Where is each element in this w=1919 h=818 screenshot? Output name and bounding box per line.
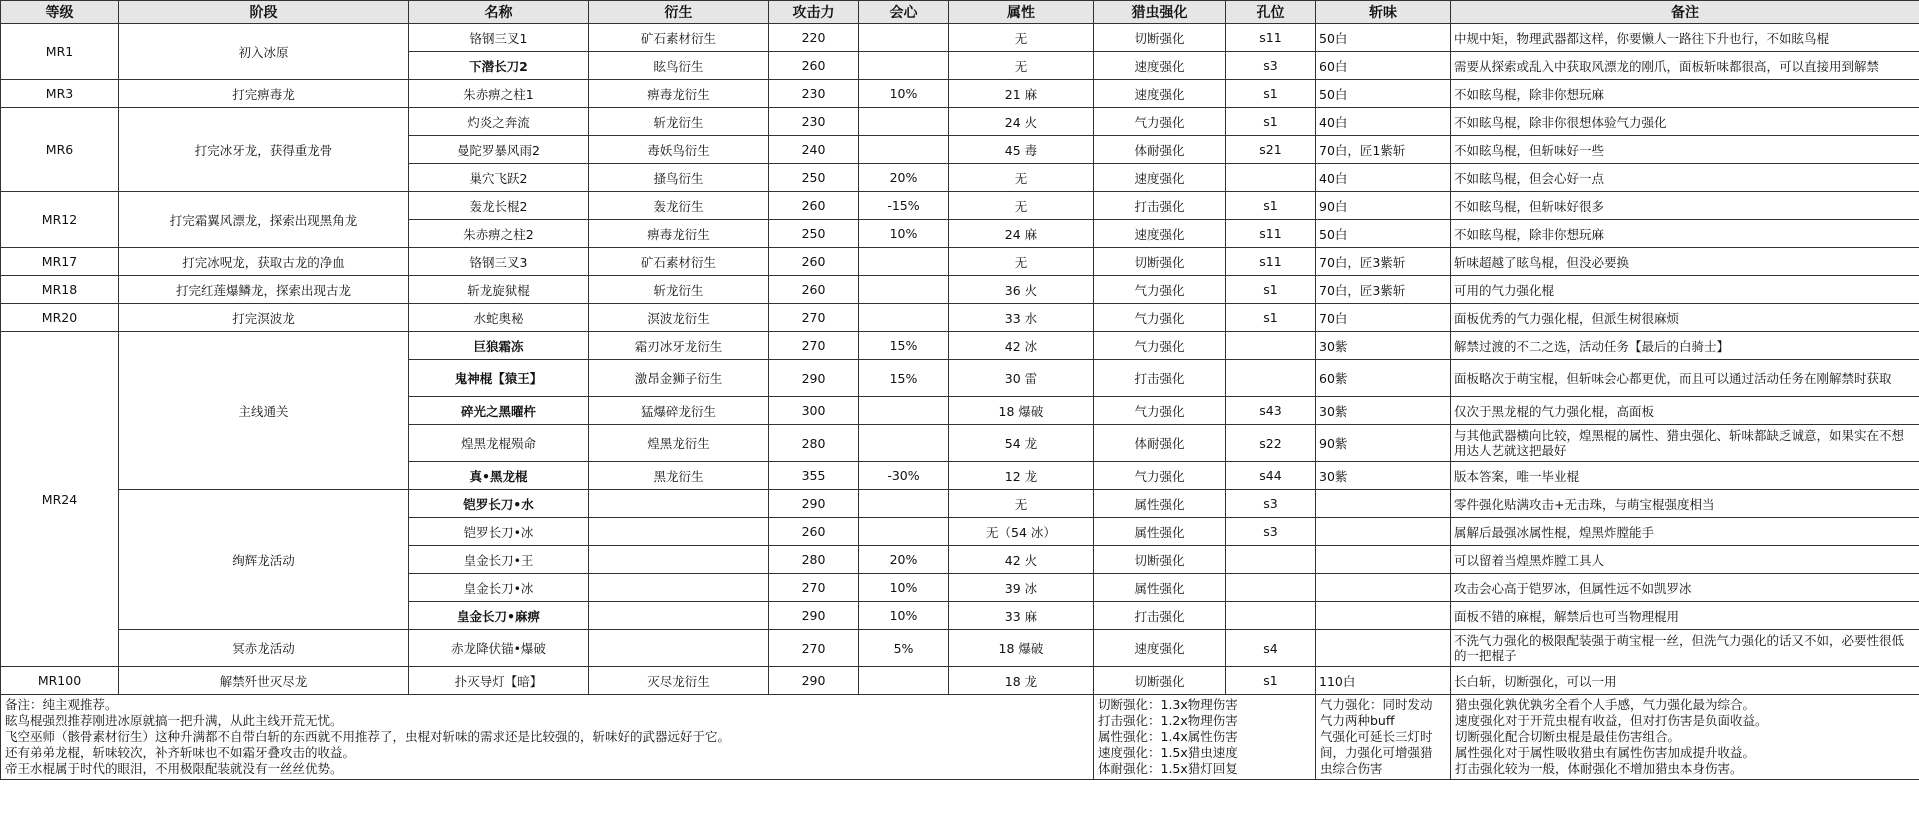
derive-cell (589, 574, 769, 602)
slots-cell: s1 (1226, 667, 1316, 695)
stage-cell: 主线通关 (119, 332, 409, 490)
note-cell: 不如眩鸟棍，除非你想玩麻 (1451, 220, 1919, 248)
element-cell: 无（54 冰） (949, 518, 1094, 546)
derive-cell (589, 490, 769, 518)
element-cell: 21 麻 (949, 80, 1094, 108)
table-row (1, 192, 1919, 220)
slots-cell: s1 (1226, 276, 1316, 304)
footer-spirit (1316, 695, 1451, 780)
kinsect-cell: 速度强化 (1094, 630, 1226, 667)
footer-note: 备注：纯主观推荐。 (5, 697, 118, 712)
header-kinsect: 猎虫强化 (1094, 1, 1226, 24)
kinsect-type: 体耐强化：1.5x猎灯回复 (1098, 761, 1238, 776)
crit-cell: 20% (859, 546, 949, 574)
derive-cell (589, 630, 769, 667)
stage-cell: 打完霜翼风漂龙，探索出现黑角龙 (119, 192, 409, 248)
sharpness-cell (1316, 546, 1451, 574)
stage-cell: 绚辉龙活动 (119, 490, 409, 630)
header-element: 属性 (949, 1, 1094, 24)
stage-cell: 打完冰牙龙，获得重龙骨 (119, 108, 409, 192)
derive-cell: 煌黑龙衍生 (589, 425, 769, 462)
kinsect-cell: 属性强化 (1094, 574, 1226, 602)
element-cell: 18 龙 (949, 667, 1094, 695)
crit-cell: 10% (859, 220, 949, 248)
crit-cell: -30% (859, 462, 949, 490)
attack-cell: 280 (769, 425, 859, 462)
slots-cell: s43 (1226, 397, 1316, 425)
kinsect-cell: 体耐强化 (1094, 136, 1226, 164)
spirit-line: 虫综合伤害 (1320, 761, 1383, 776)
level-cell: MR20 (1, 304, 119, 332)
element-cell: 无 (949, 192, 1094, 220)
note-cell: 面板优秀的气力强化棍，但派生树很麻烦 (1451, 304, 1919, 332)
weapon-name: 巨狼霜冻 (409, 332, 589, 360)
attack-cell: 290 (769, 602, 859, 630)
weapon-name: 皇金长刀•麻痹 (409, 602, 589, 630)
weapon-name: 鬼神棍【猿王】 (409, 360, 589, 397)
stage-cell: 打完痹毒龙 (119, 80, 409, 108)
footer-note: 飞空巫师（骸骨素材衍生）这种升满都不自带白斩的东西就不用推荐了，虫棍对斩味的需求还是比较强的，斩味好的武器远好于它。 (5, 729, 731, 744)
kinsect-cell: 速度强化 (1094, 220, 1226, 248)
note-cell: 属解后最强冰属性棍，煌黑炸膛能手 (1451, 518, 1919, 546)
crit-cell (859, 490, 949, 518)
crit-cell (859, 248, 949, 276)
note-cell: 面板略次于萌宝棍，但斩味会心都更优，而且可以通过活动任务在刚解禁时获取 (1451, 360, 1919, 397)
table-row (1, 630, 1919, 667)
note-cell: 斩味超越了眩鸟棍，但没必要换 (1451, 248, 1919, 276)
slots-cell (1226, 332, 1316, 360)
derive-cell: 搔鸟衍生 (589, 164, 769, 192)
sharpness-cell: 40白 (1316, 164, 1451, 192)
header-stage: 阶段 (119, 1, 409, 24)
summary-line: 猎虫强化孰优孰劣全看个人手感，气力强化最为综合。 (1455, 697, 1756, 712)
table-row (1, 24, 1919, 52)
attack-cell: 300 (769, 397, 859, 425)
kinsect-cell: 速度强化 (1094, 80, 1226, 108)
note-cell: 可以留着当煌黑炸膛工具人 (1451, 546, 1919, 574)
note-cell: 版本答案，唯一毕业棍 (1451, 462, 1919, 490)
weapon-name: 煌黑龙棍殒命 (409, 425, 589, 462)
note-cell: 需要从探索或乱入中获取风漂龙的刚爪，面板斩味都很高，可以直接用到解禁 (1451, 52, 1919, 80)
weapon-name: 真•黑龙棍 (409, 462, 589, 490)
header-attack: 攻击力 (769, 1, 859, 24)
note-cell: 面板不错的麻棍，解禁后也可当物理棍用 (1451, 602, 1919, 630)
attack-cell: 355 (769, 462, 859, 490)
header-crit: 会心 (859, 1, 949, 24)
weapon-name: 轰龙长棍2 (409, 192, 589, 220)
kinsect-cell: 速度强化 (1094, 52, 1226, 80)
sharpness-cell: 40白 (1316, 108, 1451, 136)
element-cell: 54 龙 (949, 425, 1094, 462)
header-level: 等级 (1, 1, 119, 24)
kinsect-type: 打击强化：1.2x物理伤害 (1098, 713, 1238, 728)
summary-line: 速度强化对于开荒虫棍有收益，但对打伤害是负面收益。 (1455, 713, 1768, 728)
spirit-line: 气力两种buff (1320, 713, 1395, 728)
slots-cell: s3 (1226, 490, 1316, 518)
derive-cell: 毒妖鸟衍生 (589, 136, 769, 164)
level-cell: MR3 (1, 80, 119, 108)
slots-cell: s11 (1226, 220, 1316, 248)
sharpness-cell (1316, 574, 1451, 602)
sharpness-cell: 30紫 (1316, 397, 1451, 425)
table-row (1, 304, 1919, 332)
stage-cell: 打完红莲爆鳞龙，探索出现古龙 (119, 276, 409, 304)
slots-cell: s4 (1226, 630, 1316, 667)
derive-cell: 矿石素材衍生 (589, 248, 769, 276)
derive-cell: 黑龙衍生 (589, 462, 769, 490)
derive-cell (589, 546, 769, 574)
weapon-name: 铬钢三叉3 (409, 248, 589, 276)
attack-cell: 230 (769, 80, 859, 108)
kinsect-cell: 切断强化 (1094, 546, 1226, 574)
derive-cell: 矿石素材衍生 (589, 24, 769, 52)
attack-cell: 260 (769, 52, 859, 80)
level-cell: MR12 (1, 192, 119, 248)
element-cell: 36 火 (949, 276, 1094, 304)
kinsect-cell: 打击强化 (1094, 602, 1226, 630)
crit-cell (859, 518, 949, 546)
crit-cell: 15% (859, 332, 949, 360)
element-cell: 39 冰 (949, 574, 1094, 602)
attack-cell: 260 (769, 192, 859, 220)
crit-cell (859, 24, 949, 52)
attack-cell: 290 (769, 667, 859, 695)
derive-cell: 痹毒龙衍生 (589, 220, 769, 248)
weapon-name: 灼炎之奔流 (409, 108, 589, 136)
note-cell: 零件强化贴满攻击+无击珠，与萌宝棍强度相当 (1451, 490, 1919, 518)
kinsect-cell: 切断强化 (1094, 667, 1226, 695)
slots-cell: s3 (1226, 518, 1316, 546)
stage-cell: 打完冰呪龙，获取古龙的净血 (119, 248, 409, 276)
crit-cell (859, 108, 949, 136)
note-cell: 长白斩，切断强化，可以一用 (1451, 667, 1919, 695)
weapon-name: 碎光之黑曜杵 (409, 397, 589, 425)
attack-cell: 290 (769, 490, 859, 518)
kinsect-cell: 气力强化 (1094, 276, 1226, 304)
attack-cell: 250 (769, 164, 859, 192)
slots-cell (1226, 574, 1316, 602)
sharpness-cell (1316, 518, 1451, 546)
table-row (1, 667, 1919, 695)
footer-note: 还有弟弟龙棍，斩味较次，补齐斩味也不如霜牙叠攻击的收益。 (5, 745, 356, 760)
header-name: 名称 (409, 1, 589, 24)
crit-cell: 10% (859, 602, 949, 630)
derive-cell: 激昂金狮子衍生 (589, 360, 769, 397)
level-cell: MR24 (1, 332, 119, 667)
attack-cell: 270 (769, 332, 859, 360)
weapon-name: 水蛇奥秘 (409, 304, 589, 332)
table-row (1, 332, 1919, 360)
sharpness-cell: 70白，匠1紫斩 (1316, 136, 1451, 164)
attack-cell: 260 (769, 248, 859, 276)
kinsect-type: 属性强化：1.4x属性伤害 (1098, 729, 1238, 744)
weapon-name: 扑灭导灯【暗】 (409, 667, 589, 695)
sharpness-cell: 50白 (1316, 220, 1451, 248)
weapon-name: 曼陀罗暴风雨2 (409, 136, 589, 164)
kinsect-cell: 速度强化 (1094, 164, 1226, 192)
header-derive: 衍生 (589, 1, 769, 24)
footer-notes (1, 695, 1094, 780)
element-cell: 无 (949, 52, 1094, 80)
slots-cell: s3 (1226, 52, 1316, 80)
derive-cell: 猛爆碎龙衍生 (589, 397, 769, 425)
crit-cell (859, 136, 949, 164)
element-cell: 无 (949, 24, 1094, 52)
header-row (1, 1, 1919, 24)
spirit-line: 气力强化：同时发动 (1320, 697, 1433, 712)
slots-cell (1226, 602, 1316, 630)
kinsect-cell: 属性强化 (1094, 490, 1226, 518)
element-cell: 42 冰 (949, 332, 1094, 360)
slots-cell: s21 (1226, 136, 1316, 164)
element-cell: 24 麻 (949, 220, 1094, 248)
note-cell: 与其他武器横向比较，煌黑棍的属性、猎虫强化、斩味都缺乏诚意，如果实在不想用达人艺就这把最好 (1451, 425, 1919, 462)
crit-cell: 10% (859, 574, 949, 602)
element-cell: 45 毒 (949, 136, 1094, 164)
sharpness-cell: 50白 (1316, 24, 1451, 52)
sharpness-cell: 60白 (1316, 52, 1451, 80)
kinsect-cell: 气力强化 (1094, 108, 1226, 136)
kinsect-cell: 气力强化 (1094, 332, 1226, 360)
note-cell: 不如眩鸟棍，但斩味好一些 (1451, 136, 1919, 164)
table-row (1, 490, 1919, 518)
weapon-name: 皇金长刀•冰 (409, 574, 589, 602)
weapon-name: 朱赤痹之柱2 (409, 220, 589, 248)
crit-cell (859, 276, 949, 304)
slots-cell: s1 (1226, 80, 1316, 108)
slots-cell: s1 (1226, 108, 1316, 136)
stage-cell: 解禁歼世灭尽龙 (119, 667, 409, 695)
sharpness-cell: 90紫 (1316, 425, 1451, 462)
table-row (1, 80, 1919, 108)
element-cell: 无 (949, 248, 1094, 276)
header-notes: 备注 (1451, 1, 1919, 24)
sharpness-cell: 70白，匠3紫斩 (1316, 248, 1451, 276)
crit-cell: 5% (859, 630, 949, 667)
derive-cell: 斩龙衍生 (589, 276, 769, 304)
derive-cell: 轰龙衍生 (589, 192, 769, 220)
spirit-line: 间，力强化可增强猎 (1320, 745, 1433, 760)
attack-cell: 270 (769, 574, 859, 602)
slots-cell: s11 (1226, 24, 1316, 52)
summary-line: 属性强化对于属性吸收猎虫有属性伤害加成提升收益。 (1455, 745, 1756, 760)
note-cell: 不如眩鸟棍，但会心好一点 (1451, 164, 1919, 192)
sharpness-cell (1316, 490, 1451, 518)
derive-cell (589, 602, 769, 630)
element-cell: 18 爆破 (949, 630, 1094, 667)
note-cell: 不洗气力强化的极限配装强于萌宝棍一丝，但洗气力强化的话又不如，必要性很低的一把棍子 (1451, 630, 1919, 667)
stage-cell: 冥赤龙活动 (119, 630, 409, 667)
derive-cell: 痹毒龙衍生 (589, 80, 769, 108)
weapon-name: 铠罗长刀•冰 (409, 518, 589, 546)
sharpness-cell: 60紫 (1316, 360, 1451, 397)
sharpness-cell: 30紫 (1316, 332, 1451, 360)
weapon-name: 巢穴飞跃2 (409, 164, 589, 192)
weapon-name: 斩龙旋狱棍 (409, 276, 589, 304)
element-cell: 30 雷 (949, 360, 1094, 397)
attack-cell: 280 (769, 546, 859, 574)
summary-line: 切断强化配合切断虫棍是最佳伤害组合。 (1455, 729, 1681, 744)
footer-kinsect-types (1094, 695, 1316, 780)
weapon-name: 朱赤痹之柱1 (409, 80, 589, 108)
header-slots: 孔位 (1226, 1, 1316, 24)
footer-summary (1451, 695, 1919, 780)
element-cell: 12 龙 (949, 462, 1094, 490)
slots-cell: s11 (1226, 248, 1316, 276)
derive-cell: 灭尽龙衍生 (589, 667, 769, 695)
crit-cell (859, 52, 949, 80)
kinsect-cell: 属性强化 (1094, 518, 1226, 546)
attack-cell: 270 (769, 630, 859, 667)
element-cell: 33 水 (949, 304, 1094, 332)
element-cell: 18 爆破 (949, 397, 1094, 425)
crit-cell (859, 425, 949, 462)
attack-cell: 220 (769, 24, 859, 52)
kinsect-cell: 气力强化 (1094, 462, 1226, 490)
sharpness-cell (1316, 602, 1451, 630)
table-row (1, 108, 1919, 136)
weapon-name: 下潜长刀2 (409, 52, 589, 80)
note-cell: 解禁过渡的不二之选，活动任务【最后的白骑士】 (1451, 332, 1919, 360)
sharpness-cell (1316, 630, 1451, 667)
slots-cell: s22 (1226, 425, 1316, 462)
crit-cell: 15% (859, 360, 949, 397)
element-cell: 无 (949, 164, 1094, 192)
kinsect-cell: 打击强化 (1094, 360, 1226, 397)
crit-cell: 10% (859, 80, 949, 108)
level-cell: MR100 (1, 667, 119, 695)
weapon-name: 铠罗长刀•水 (409, 490, 589, 518)
slots-cell: s1 (1226, 192, 1316, 220)
footer-note: 帝王水棍属于时代的眼泪，不用极限配装就没有一丝丝优势。 (5, 761, 343, 776)
level-cell: MR18 (1, 276, 119, 304)
element-cell: 33 麻 (949, 602, 1094, 630)
slots-cell (1226, 164, 1316, 192)
slots-cell (1226, 546, 1316, 574)
attack-cell: 240 (769, 136, 859, 164)
derive-cell: 眩鸟衍生 (589, 52, 769, 80)
kinsect-cell: 切断强化 (1094, 248, 1226, 276)
weapon-name: 赤龙降伏锚•爆破 (409, 630, 589, 667)
element-cell: 24 火 (949, 108, 1094, 136)
kinsect-type: 切断强化：1.3x物理伤害 (1098, 697, 1238, 712)
footer-note: 眩鸟棍强烈推荐刚进冰原就搞一把升满，从此主线开荒无忧。 (5, 713, 343, 728)
weapon-name: 皇金长刀•王 (409, 546, 589, 574)
attack-cell: 260 (769, 518, 859, 546)
crit-cell: 20% (859, 164, 949, 192)
stage-cell: 打完溟波龙 (119, 304, 409, 332)
sharpness-cell: 110白 (1316, 667, 1451, 695)
note-cell: 攻击会心高于铠罗冰，但属性远不如凯罗冰 (1451, 574, 1919, 602)
level-cell: MR6 (1, 108, 119, 192)
crit-cell: -15% (859, 192, 949, 220)
note-cell: 不如眩鸟棍，除非你很想体验气力强化 (1451, 108, 1919, 136)
kinsect-cell: 打击强化 (1094, 192, 1226, 220)
derive-cell: 溟波龙衍生 (589, 304, 769, 332)
kinsect-type: 速度强化：1.5x猎虫速度 (1098, 745, 1238, 760)
note-cell: 不如眩鸟棍，但斩味好很多 (1451, 192, 1919, 220)
slots-cell: s44 (1226, 462, 1316, 490)
sharpness-cell: 70白，匠3紫斩 (1316, 276, 1451, 304)
weapon-name: 铬钢三叉1 (409, 24, 589, 52)
kinsect-cell: 气力强化 (1094, 304, 1226, 332)
attack-cell: 290 (769, 360, 859, 397)
derive-cell: 霜刃冰牙龙衍生 (589, 332, 769, 360)
slots-cell (1226, 360, 1316, 397)
element-cell: 42 火 (949, 546, 1094, 574)
slots-cell: s1 (1226, 304, 1316, 332)
element-cell: 无 (949, 490, 1094, 518)
sharpness-cell: 70白 (1316, 304, 1451, 332)
attack-cell: 250 (769, 220, 859, 248)
sharpness-cell: 90白 (1316, 192, 1451, 220)
spirit-line: 气强化可延长三灯时 (1320, 729, 1433, 744)
summary-line: 打击强化较为一般，体耐强化不增加猎虫本身伤害。 (1455, 761, 1743, 776)
note-cell: 可用的气力强化棍 (1451, 276, 1919, 304)
note-cell: 中规中矩，物理武器都这样，你要懒人一路往下升也行，不如眩鸟棍 (1451, 24, 1919, 52)
attack-cell: 270 (769, 304, 859, 332)
level-cell: MR1 (1, 24, 119, 80)
derive-cell: 斩龙衍生 (589, 108, 769, 136)
footer-row (1, 695, 1919, 780)
kinsect-cell: 气力强化 (1094, 397, 1226, 425)
attack-cell: 230 (769, 108, 859, 136)
note-cell: 不如眩鸟棍，除非你想玩麻 (1451, 80, 1919, 108)
attack-cell: 260 (769, 276, 859, 304)
sharpness-cell: 30紫 (1316, 462, 1451, 490)
kinsect-cell: 体耐强化 (1094, 425, 1226, 462)
header-sharpness: 斩味 (1316, 1, 1451, 24)
table-row (1, 248, 1919, 276)
crit-cell (859, 304, 949, 332)
stage-cell: 初入冰原 (119, 24, 409, 80)
crit-cell (859, 397, 949, 425)
table-row (1, 276, 1919, 304)
derive-cell (589, 518, 769, 546)
sharpness-cell: 50白 (1316, 80, 1451, 108)
level-cell: MR17 (1, 248, 119, 276)
kinsect-cell: 切断强化 (1094, 24, 1226, 52)
note-cell: 仅次于黑龙棍的气力强化棍，高面板 (1451, 397, 1919, 425)
crit-cell (859, 667, 949, 695)
